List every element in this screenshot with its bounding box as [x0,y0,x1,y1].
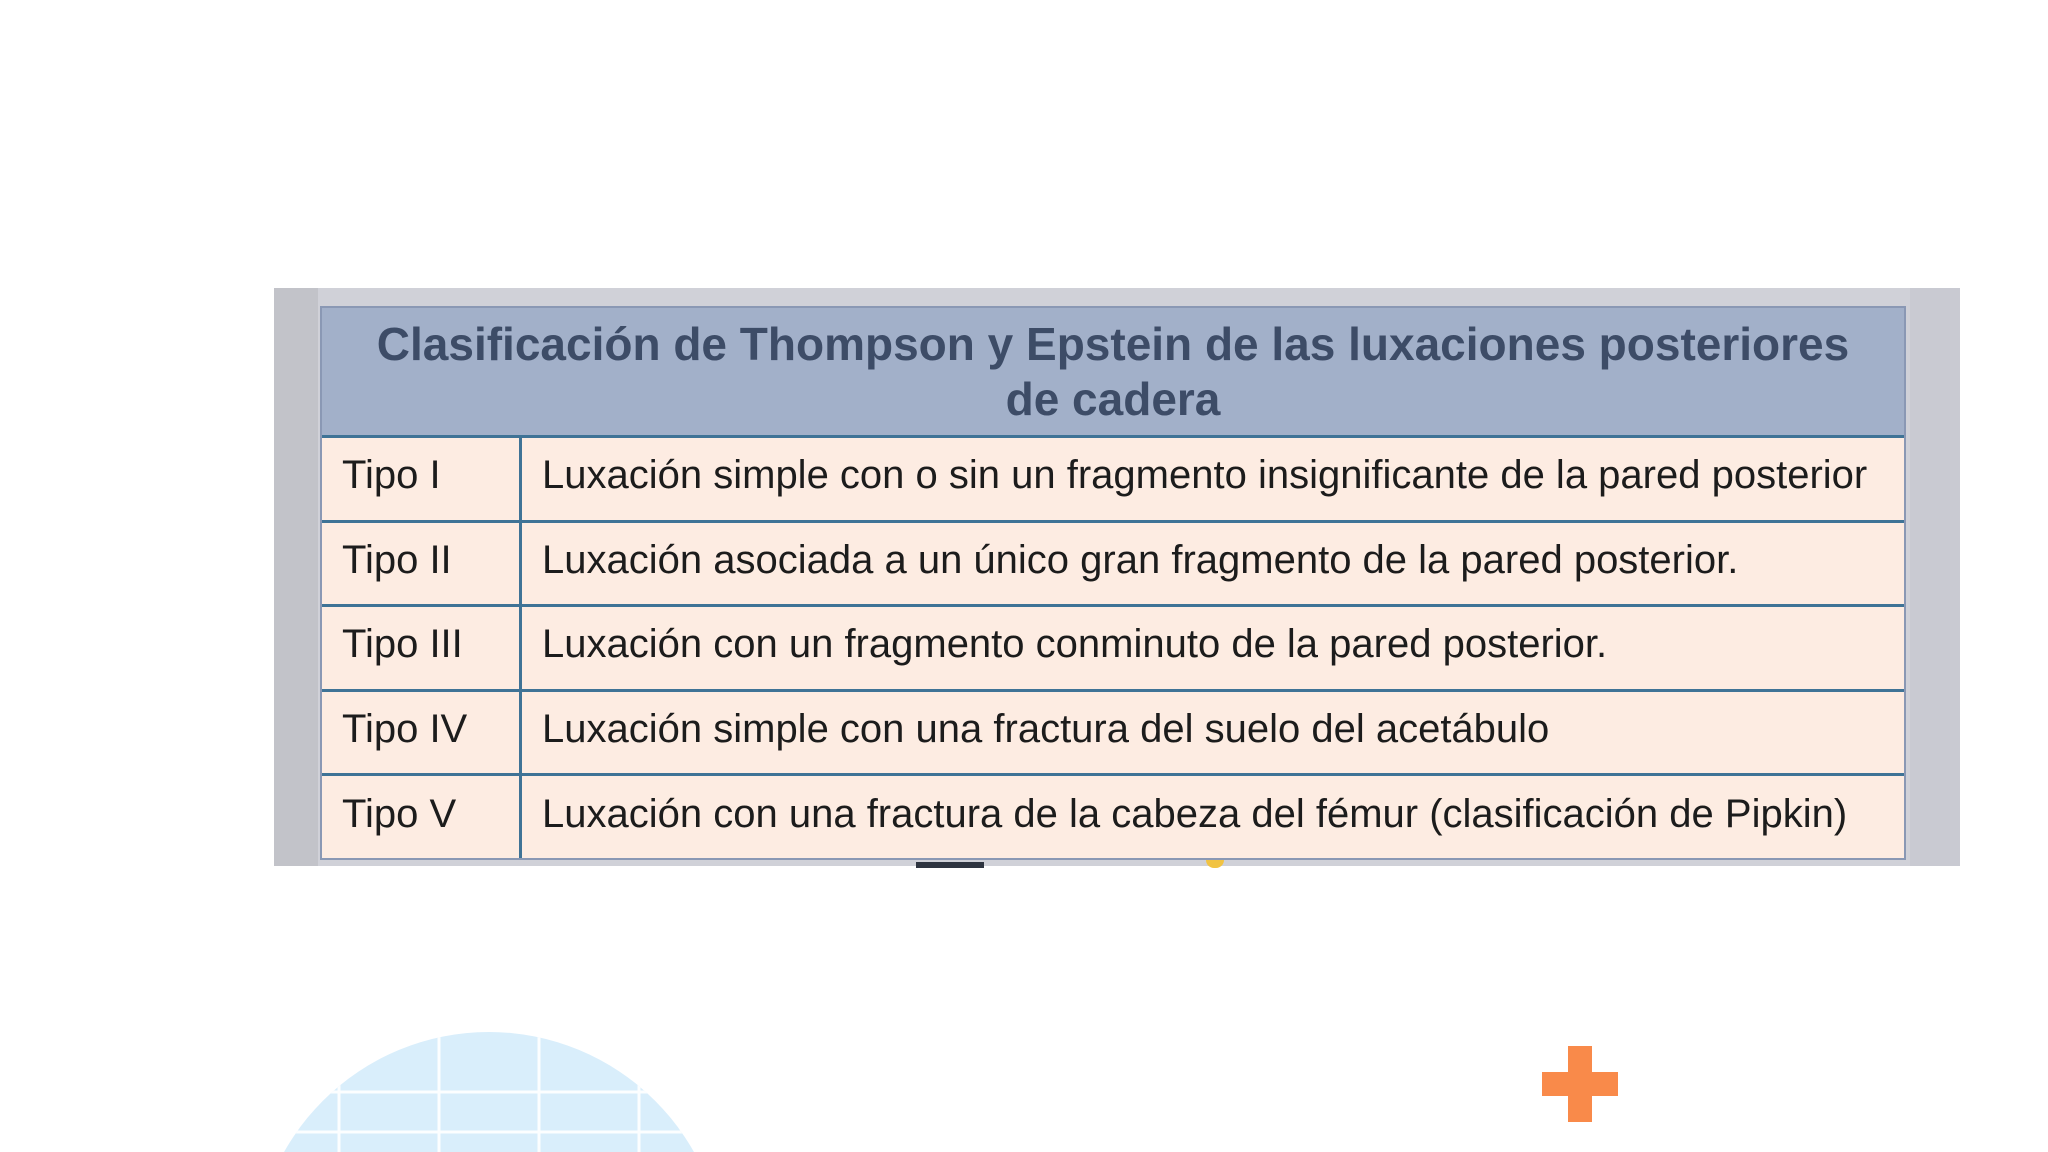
type-cell: Tipo II [322,523,522,605]
type-cell: Tipo III [322,607,522,689]
video-control-tab [916,862,984,868]
table-row [322,607,1904,692]
table-row [322,692,1904,777]
globe-grid-lines [254,1032,724,1152]
type-cell: Tipo V [322,776,522,858]
description-cell: Luxación simple con o sin un fragmento insignificante de la pared posterior [542,453,1868,498]
type-cell: Tipo IV [322,692,522,774]
description-cell: Luxación con un fragmento conminuto de la pared posterior. [542,622,1608,667]
description-cell: Luxación con una fractura de la cabeza del fémur (clasificación de Pipkin) [542,791,1848,836]
type-cell: Tipo I [322,438,522,520]
table-row [322,523,1904,608]
classification-table [320,306,1906,860]
table-row [322,438,1904,523]
description-cell: Luxación asociada a un único gran fragmento de la pared posterior. [542,537,1739,582]
table-title: Clasificación de Thompson y Epstein de las luxaciones posteriores de cadera [322,308,1904,438]
description-cell: Luxación simple con una fractura del suelo del acetábulo [542,707,1550,752]
table-row [322,776,1904,858]
globe-grid-icon [254,1032,724,1152]
pointer-dot-icon [1206,860,1224,868]
plus-icon [1542,1046,1618,1122]
